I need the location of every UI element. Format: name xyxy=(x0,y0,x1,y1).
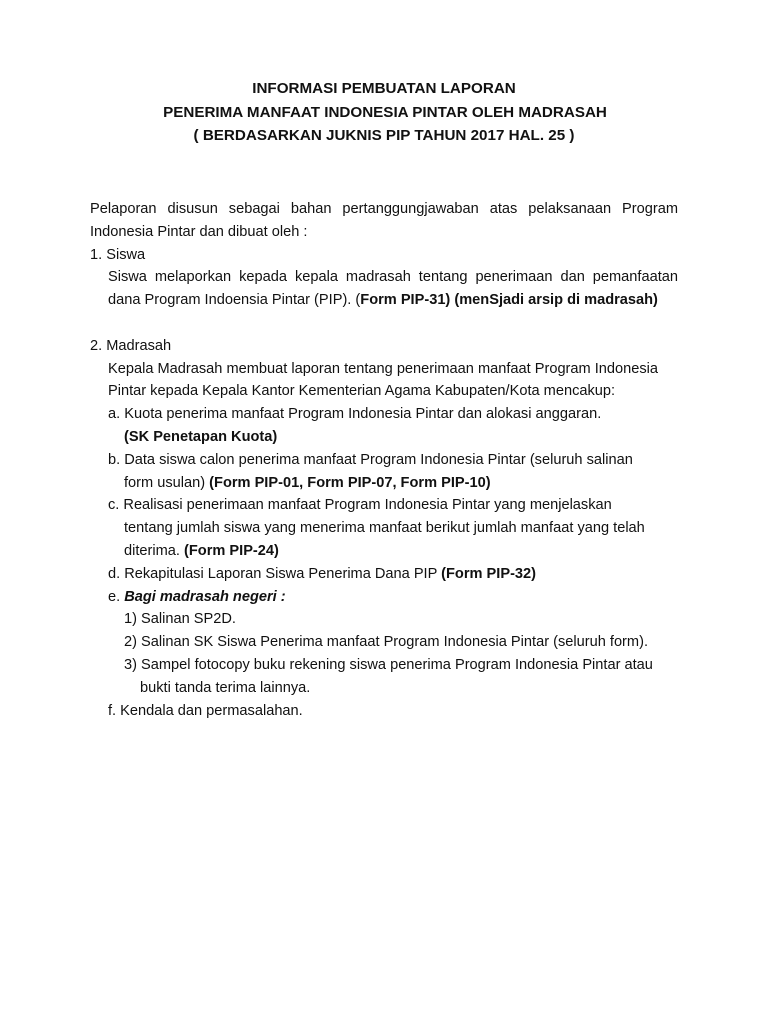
item-e-sub-2: 2) Salinan SK Siswa Penerima manfaat Program Indonesia Pintar (seluruh form). xyxy=(124,634,648,651)
madrasah-heading: 2. Madrasah xyxy=(90,337,172,354)
item-a-bold: (SK Penetapan Kuota) xyxy=(124,428,278,445)
item-e-sub-1: 1) Salinan SP2D. xyxy=(124,611,236,628)
item-e-prefix: e. xyxy=(108,588,125,605)
document-title xyxy=(0,77,768,148)
intro-line-2: Indonesia Pintar dan dibuat oleh : xyxy=(90,223,308,240)
item-f: f. Kendala dan permasalahan. xyxy=(108,702,303,719)
item-c-line-3 xyxy=(90,540,678,563)
item-d xyxy=(90,563,678,586)
item-e-sub-3-line-2: bukti tanda terima lainnya. xyxy=(140,679,311,696)
item-a-reference xyxy=(90,426,678,449)
siswa-line-2-text: dana Program Indoensia Pintar (PIP). ( xyxy=(108,292,361,309)
item-b-line-2 xyxy=(90,472,678,495)
title-line-2: PENERIMA MANFAAT INDONESIA PINTAR OLEH MADRASAH xyxy=(163,103,607,121)
item-b-line-1: b. Data siswa calon penerima manfaat Program Indonesia Pintar (seluruh salinan xyxy=(108,451,633,468)
title-line-1: INFORMASI PEMBUATAN LAPORAN xyxy=(252,80,516,97)
item-d-bold: (Form PIP-32) xyxy=(441,565,537,582)
siswa-form-reference: Form PIP-31) (menSjadi arsip di madrasah) xyxy=(360,292,658,309)
item-b-text: form usulan) xyxy=(124,474,210,491)
siswa-line-2 xyxy=(90,289,678,312)
item-e-sub-3-line-1: 3) Sampel fotocopy buku rekening siswa penerima Program Indonesia Pintar atau xyxy=(124,656,653,673)
document-body xyxy=(90,198,678,722)
item-c-line-1: c. Realisasi penerimaan manfaat Program Indonesia Pintar yang menjelaskan xyxy=(108,497,612,514)
madrasah-line-1: Kepala Madrasah membuat laporan tentang penerimaan manfaat Program Indonesia xyxy=(108,360,659,377)
siswa-line-1: Siswa melaporkan kepada kepala madrasah tentang penerimaan dan pemanfaatan xyxy=(108,269,678,286)
item-e xyxy=(90,586,678,609)
siswa-heading: 1. Siswa xyxy=(90,246,146,263)
item-e-heading: Bagi madrasah negeri : xyxy=(124,588,286,605)
item-d-text: d. Rekapitulasi Laporan Siswa Penerima Dana PIP xyxy=(108,565,442,582)
intro-line-1: Pelaporan disusun sebagai bahan pertanggungjawaban atas pelaksanaan Program xyxy=(90,201,678,217)
title-line-3: ( BERDASARKAN JUKNIS PIP TAHUN 2017 HAL. 25 ) xyxy=(193,127,575,144)
item-c-line-2: tentang jumlah siswa yang menerima manfaat berikut jumlah manfaat yang telah xyxy=(124,520,645,537)
madrasah-line-2: Pintar kepada Kepala Kantor Kementerian Agama Kabupaten/Kota mencakup: xyxy=(108,383,616,400)
item-b-bold: (Form PIP-01, Form PIP-07, Form PIP-10) xyxy=(209,474,491,491)
item-c-text: diterima. xyxy=(124,542,185,559)
section-spacer xyxy=(90,312,678,335)
item-c-bold: (Form PIP-24) xyxy=(184,542,279,559)
item-a-text: a. Kuota penerima manfaat Program Indonesia Pintar dan alokasi anggaran. xyxy=(108,406,602,423)
